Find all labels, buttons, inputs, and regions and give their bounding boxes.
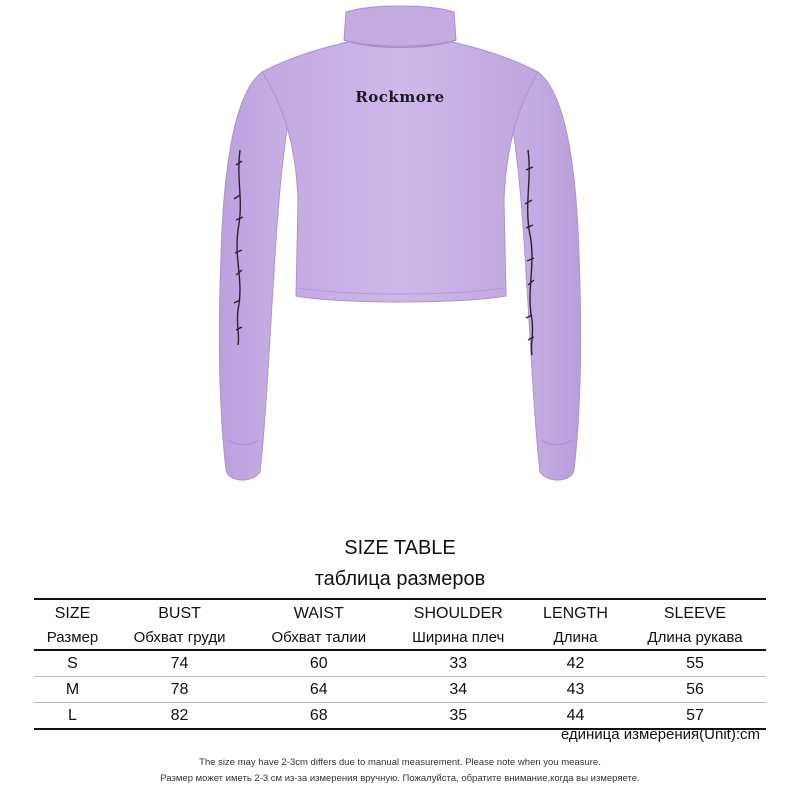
size-table-title-ru: таблица размеров	[314, 568, 486, 590]
table-cell: 56	[624, 677, 766, 703]
col-header-waist: WAIST	[248, 599, 389, 626]
col-header-shoulder-ru: Ширина плеч	[389, 626, 527, 650]
left-sleeve	[219, 72, 292, 480]
table-cell: 34	[389, 677, 527, 703]
mock-neck-collar	[344, 6, 456, 46]
table-cell: L	[34, 703, 111, 730]
table-cell: 60	[309, 654, 328, 672]
size-table-title: SIZE TABLE	[344, 537, 456, 559]
table-row	[34, 650, 766, 677]
unit-label: единица измерения(Unit):cm	[560, 726, 760, 743]
shirt-body	[262, 40, 538, 302]
table-cell: 55	[686, 654, 704, 672]
right-sleeve	[508, 72, 581, 480]
col-header-sleeve-ru: Длина рукава	[624, 626, 766, 650]
col-header-sleeve: SLEEVE	[624, 599, 766, 626]
col-header-length: LENGTH	[527, 599, 624, 626]
measurement-note-ru: Размер может иметь 2-3 см из-за измерения вручную. Пожалуйста, обратите внимание,когда вы измеряете.	[160, 773, 640, 784]
table-cell: 44	[527, 703, 624, 730]
header-row-en	[34, 599, 766, 626]
table-cell: 42	[566, 654, 585, 672]
table-cell: 78	[111, 677, 248, 703]
col-header-waist-ru: Обхват талии	[248, 626, 389, 650]
col-header-size: SIZE	[34, 599, 111, 626]
col-header-shoulder: SHOULDER	[389, 599, 527, 626]
table-cell: S	[67, 654, 78, 672]
table-cell: M	[34, 677, 111, 703]
table-cell: 43	[527, 677, 624, 703]
table-cell: 57	[624, 703, 766, 730]
col-header-bust: BUST	[111, 599, 248, 626]
table-cell: 35	[389, 703, 527, 730]
header-row-ru	[34, 626, 766, 650]
table-cell: 82	[111, 703, 248, 730]
col-header-bust-ru: Обхват груди	[111, 626, 248, 650]
col-header-length-ru: Длина	[527, 626, 624, 650]
table-cell: 74	[170, 654, 189, 672]
size-table	[34, 598, 766, 730]
col-header-size-ru: Размер	[34, 626, 111, 650]
table-row	[34, 677, 766, 703]
table-cell: 68	[248, 703, 389, 730]
brand-print: Rockmore	[355, 88, 445, 106]
measurement-note-en: The size may have 2-3cm differs due to manual measurement. Please note when you measure.	[199, 757, 601, 768]
table-cell: 64	[248, 677, 389, 703]
table-cell: 33	[449, 654, 468, 672]
